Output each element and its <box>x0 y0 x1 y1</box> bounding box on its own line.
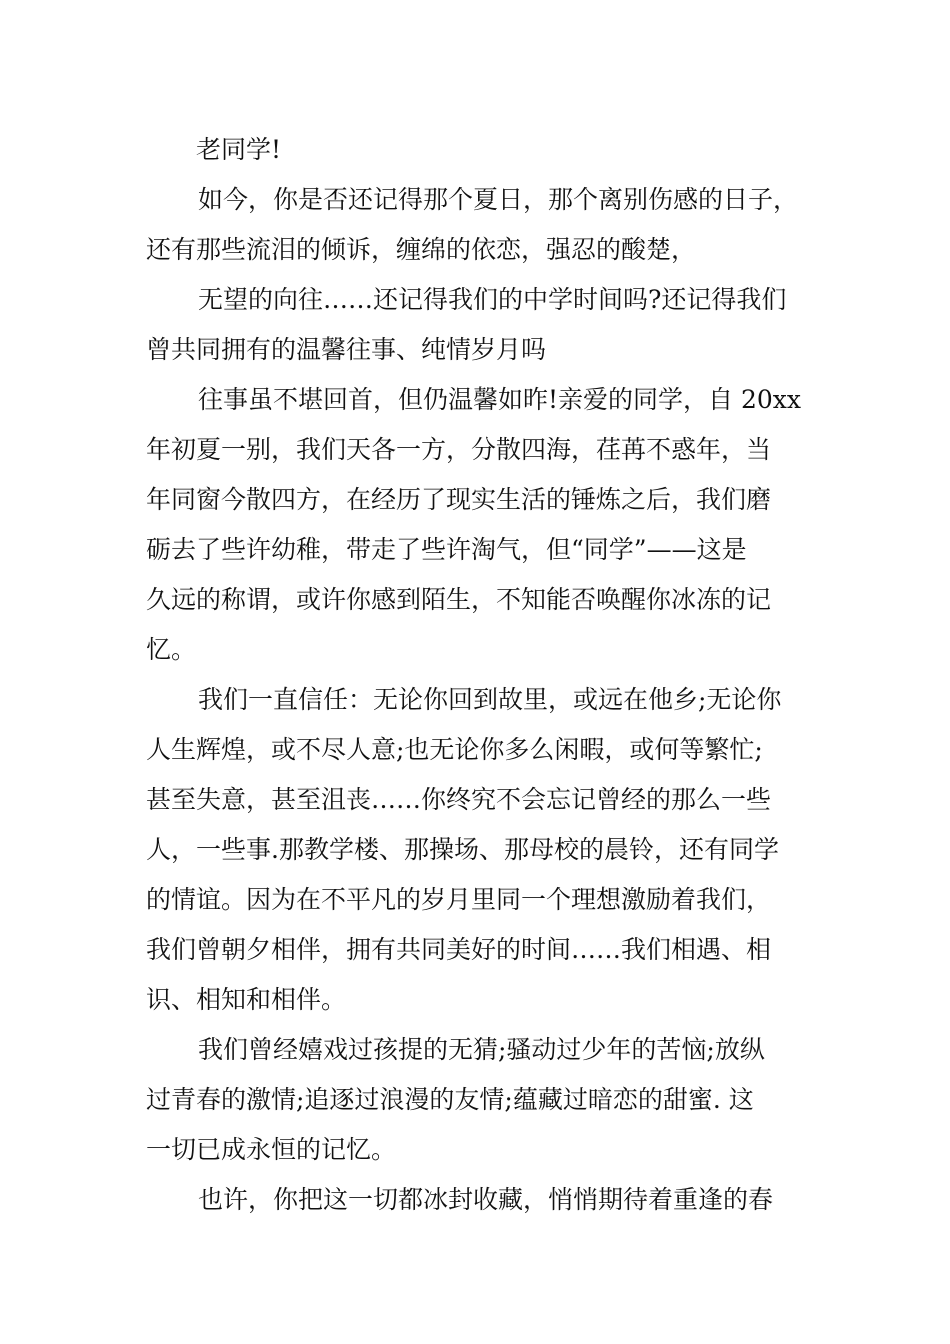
text-line: 久远的称谓，或许你感到陌生，不知能否唤醒你冰冻的记 <box>146 585 772 614</box>
text-line: 也许，你把这一切都冰封收藏，悄悄期待着重逢的春 <box>198 1185 774 1214</box>
text-line: 一切已成永恒的记忆。 <box>146 1135 397 1164</box>
text-line: 年同窗今散四方，在经历了现实生活的锤炼之后，我们磨 <box>146 485 772 514</box>
text-line: 的情谊。因为在不平凡的岁月里同一个理想激励着我们， <box>146 885 772 914</box>
text-line: 无望的向往……还记得我们的中学时间吗?还记得我们 <box>198 285 787 314</box>
text-line: 甚至失意，甚至沮丧……你终究不会忘记曾经的那么一些 <box>146 785 772 814</box>
salutation: 老同学! <box>196 135 282 164</box>
text-line: 过青春的激情;追逐过浪漫的友情;蕴藏过暗恋的甜蜜. 这 <box>146 1085 754 1114</box>
text-line: 忆。 <box>146 635 197 664</box>
text-line: 我们一直信任：无论你回到故里，或远在他乡;无论你 <box>198 685 782 714</box>
text-line: 识、相知和相伴。 <box>146 985 347 1014</box>
text-line: 曾共同拥有的温馨往事、纯情岁月吗 <box>146 335 547 364</box>
text-line: 人生辉煌，或不尽人意;也无论你多么闲暇，或何等繁忙; <box>146 735 763 764</box>
text-line: 我们曾经嬉戏过孩提的无猜;骚动过少年的苦恼;放纵 <box>198 1035 765 1064</box>
text-line: 我们曾朝夕相伴，拥有共同美好的时间……我们相遇、相 <box>146 935 772 964</box>
text-line: 如今，你是否还记得那个夏日，那个离别伤感的日子， <box>198 185 799 214</box>
text-line: 年初夏一别，我们天各一方，分散四海，荏苒不惑年，当 <box>146 435 772 464</box>
text-line: 往事虽不堪回首，但仍温馨如昨!亲爱的同学，自 20xx <box>198 385 802 414</box>
text-line: 砺去了些许幼稚，带走了些许淘气，但“同学”——这是 <box>146 535 747 564</box>
text-line: 人，一些事.那教学楼、那操场、那母校的晨铃，还有同学 <box>146 835 779 864</box>
text-line: 还有那些流泪的倾诉，缠绵的依恋，强忍的酸楚， <box>146 235 697 264</box>
